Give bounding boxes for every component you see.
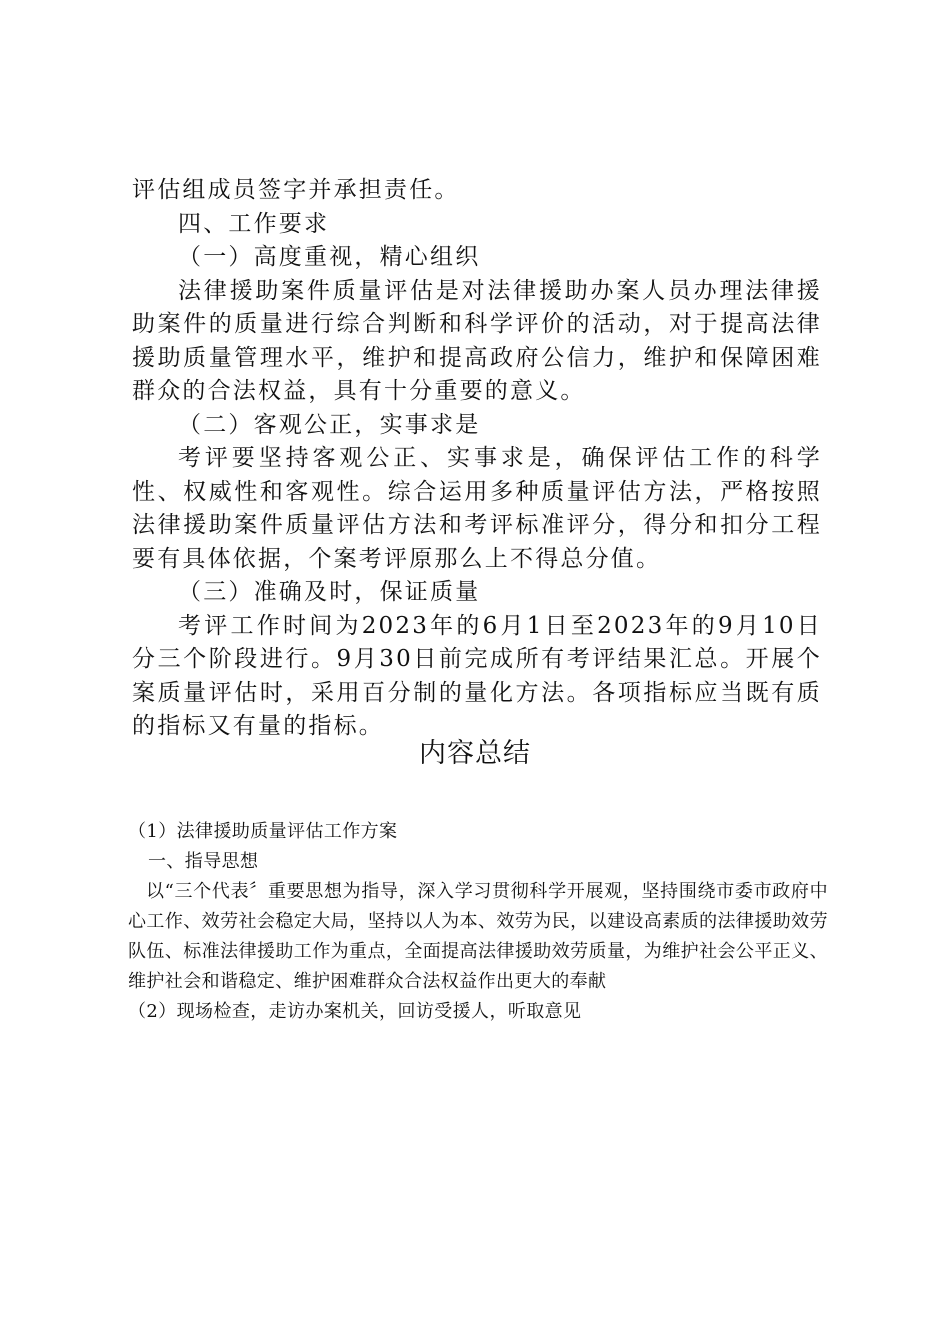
subsection-heading-1: （一）高度重视，精心组织 [178, 244, 481, 270]
subsection-paragraph-1: 法律援助案件质量评估是对法律援助办案人员办理法律援助案件的质量进行综合判断和科学评价的活动，对于提高法律援助质量管理水平，维护和提高政府公信力，维护和保障困难群众的合法权益，具有十分重要的意义。 [132, 277, 822, 404]
summary-title: 内容总结 [419, 738, 531, 769]
summary-item-2-title: （2）现场检查，走访办案机关，回访受援人，听取意见 [128, 1001, 582, 1022]
subsection-paragraph-2: 考评要坚持客观公正、实事求是，确保评估工作的科学性、权威性和客观性。综合运用多种质量评估方法，严格按照法律援助案件质量评估方法和考评标准评分，得分和扣分工程要有具体依据，个案考评原那么上不得总分值。 [132, 445, 822, 572]
subsection-heading-3: （三）准确及时，保证质量 [178, 579, 481, 605]
section-heading: 四、工作要求 [178, 210, 330, 237]
subsection-paragraph-3: 考评工作时间为2023年的6月1日至2023年的9月10日分三个阶段进行。9月30日前完成所有考评结果汇总。开展个案质量评估时，采用百分制的量化方法。各项指标应当既有质的指标又有量的指标。 [132, 612, 822, 739]
summary-item-1-subheading: 一、指导思想 [148, 851, 259, 872]
subsection-heading-2: （二）客观公正，实事求是 [178, 411, 481, 438]
summary-item-1-paragraph: 以“三个代表〞重要思想为指导，深入学习贯彻科学开展观，坚持围绕市委市政府中心工作、效劳社会稳定大局，坚持以人为本、效劳为民，以建设高素质的法律援助效劳队伍、标准法律援助工作为重点，全面提高法律援助效劳质量，为维护社会公平正义、维护社会和谐稳定、维护困难群众合法权益作出更大的奉献 [128, 881, 828, 992]
summary-section [128, 815, 828, 1027]
continuation-line: 评估组成员签字并承担责任。 [132, 177, 460, 203]
work-requirements-section [132, 174, 822, 744]
summary-item-1-title: （1）法律援助质量评估工作方案 [128, 821, 398, 842]
